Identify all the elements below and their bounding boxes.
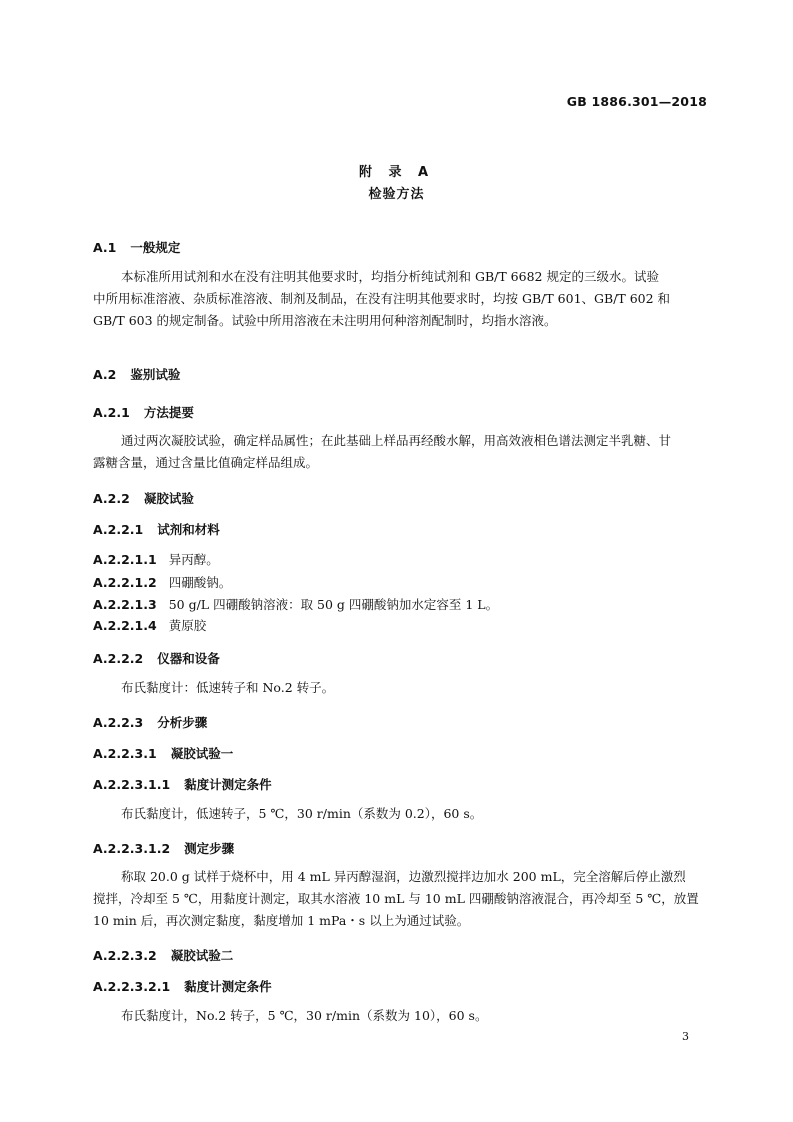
text-line: GB/T 603 的规定制备。试验中所用溶液在未注明用何种溶剂配制时，均指水溶液。 <box>93 313 557 328</box>
section-title: 试剂和材料 <box>157 522 220 537</box>
section-title: 黏度计测定条件 <box>184 979 272 994</box>
text-line: 布氏黏度计，低速转子，5 ℃，30 r/min（系数为 0.2），60 s。 <box>121 806 483 821</box>
item-number: A.2.2.1.2 <box>93 575 157 590</box>
section-number: A.2.2.3.2.1 <box>93 979 171 994</box>
paragraph-a21 <box>93 430 708 474</box>
section-heading-a22312 <box>93 839 234 857</box>
section-heading-a2232 <box>93 946 233 964</box>
list-item-a2214 <box>93 616 206 634</box>
page-number: 3 <box>682 1030 689 1043</box>
item-number: A.2.2.1.1 <box>93 552 157 567</box>
section-title: 鉴别试验 <box>130 367 181 382</box>
section-heading-a22321 <box>93 977 272 995</box>
list-item-a2211 <box>93 550 219 568</box>
text-line: 通过两次凝胶试验，确定样品属性；在此基础上样品再经酸水解，用高效液相色谱法测定半乳糖、甘 <box>121 433 672 448</box>
section-number: A.2.2.3.1.1 <box>93 777 171 792</box>
item-text: 黄原胶 <box>168 618 207 633</box>
list-item-a2212 <box>93 573 231 591</box>
paragraph-a1 <box>93 266 708 332</box>
section-heading-a22 <box>93 489 194 507</box>
text-line: 搅拌，冷却至 5 ℃，用黏度计测定，取其水溶液 10 mL 与 10 mL 四硼酸钠溶液混合，再冷却至 5 ℃，放置 <box>93 891 699 906</box>
text-line: 露糖含量，通过含量比值确定样品组成。 <box>93 455 319 470</box>
text-line: 本标准所用试剂和水在没有注明其他要求时，均指分析纯试剂和 GB/T 6682 规定的三级水。试验 <box>121 269 659 284</box>
section-heading-a221 <box>93 520 220 538</box>
item-text: 四硼酸钠。 <box>168 575 232 590</box>
item-number: A.2.2.1.3 <box>93 597 157 612</box>
section-number: A.2.2.3 <box>93 715 144 730</box>
section-number: A.2.2.1 <box>93 522 144 537</box>
section-title: 一般规定 <box>130 240 181 255</box>
section-number: A.2.2 <box>93 491 130 506</box>
section-heading-a223 <box>93 713 207 731</box>
section-heading-a222 <box>93 649 220 667</box>
section-number: A.2.1 <box>93 405 130 420</box>
section-heading-a2 <box>93 365 180 383</box>
paragraph-a22311 <box>93 803 708 825</box>
section-number: A.2 <box>93 367 117 382</box>
section-title: 方法提要 <box>143 405 194 420</box>
section-heading-a2231 <box>93 744 233 762</box>
annex-title: 附 录 A <box>358 165 435 180</box>
text-line: 布氏黏度计，No.2 转子，5 ℃，30 r/min（系数为 10），60 s。 <box>121 1008 488 1023</box>
section-heading-a1 <box>93 238 180 256</box>
item-number: A.2.2.1.4 <box>93 618 157 633</box>
item-text: 50 g/L 四硼酸钠溶液：取 50 g 四硼酸钠加水定容至 1 L。 <box>168 597 499 612</box>
section-title: 凝胶试验二 <box>170 948 234 963</box>
annex-subtitle: 检验方法 <box>368 187 425 202</box>
section-title: 分析步骤 <box>157 715 208 730</box>
section-heading-a22311 <box>93 775 272 793</box>
text-line: 称取 20.0 g 试样于烧杯中，用 4 mL 异丙醇湿润，边激烈搅拌边加水 200 mL，完全溶解后停止激烈 <box>121 869 686 884</box>
section-number: A.1 <box>93 240 117 255</box>
section-title: 测定步骤 <box>184 841 235 856</box>
paragraph-a22312 <box>93 866 708 932</box>
paragraph-a222 <box>93 677 708 699</box>
list-item-a2213 <box>93 595 498 613</box>
text-line: 布氏黏度计：低速转子和 No.2 转子。 <box>121 680 335 695</box>
section-title: 凝胶试验 <box>143 491 194 506</box>
text-line: 中所用标准溶液、杂质标准溶液、制剂及制品，在没有注明其他要求时，均按 GB/T 601、GB/T 602 和 <box>93 291 671 306</box>
text-line: 10 min 后，再次测定黏度，黏度增加 1 mPa・s 以上为通过试验。 <box>93 913 470 928</box>
section-heading-a21 <box>93 403 194 421</box>
section-number: A.2.2.3.1 <box>93 746 157 761</box>
section-number: A.2.2.3.1.2 <box>93 841 171 856</box>
standard-code: GB 1886.301—2018 <box>566 94 707 109</box>
paragraph-a22321 <box>93 1005 708 1027</box>
section-number: A.2.2.2 <box>93 651 144 666</box>
section-number: A.2.2.3.2 <box>93 948 157 963</box>
section-title: 凝胶试验一 <box>170 746 234 761</box>
section-title: 黏度计测定条件 <box>184 777 272 792</box>
item-text: 异丙醇。 <box>168 552 219 567</box>
section-title: 仪器和设备 <box>157 651 220 666</box>
